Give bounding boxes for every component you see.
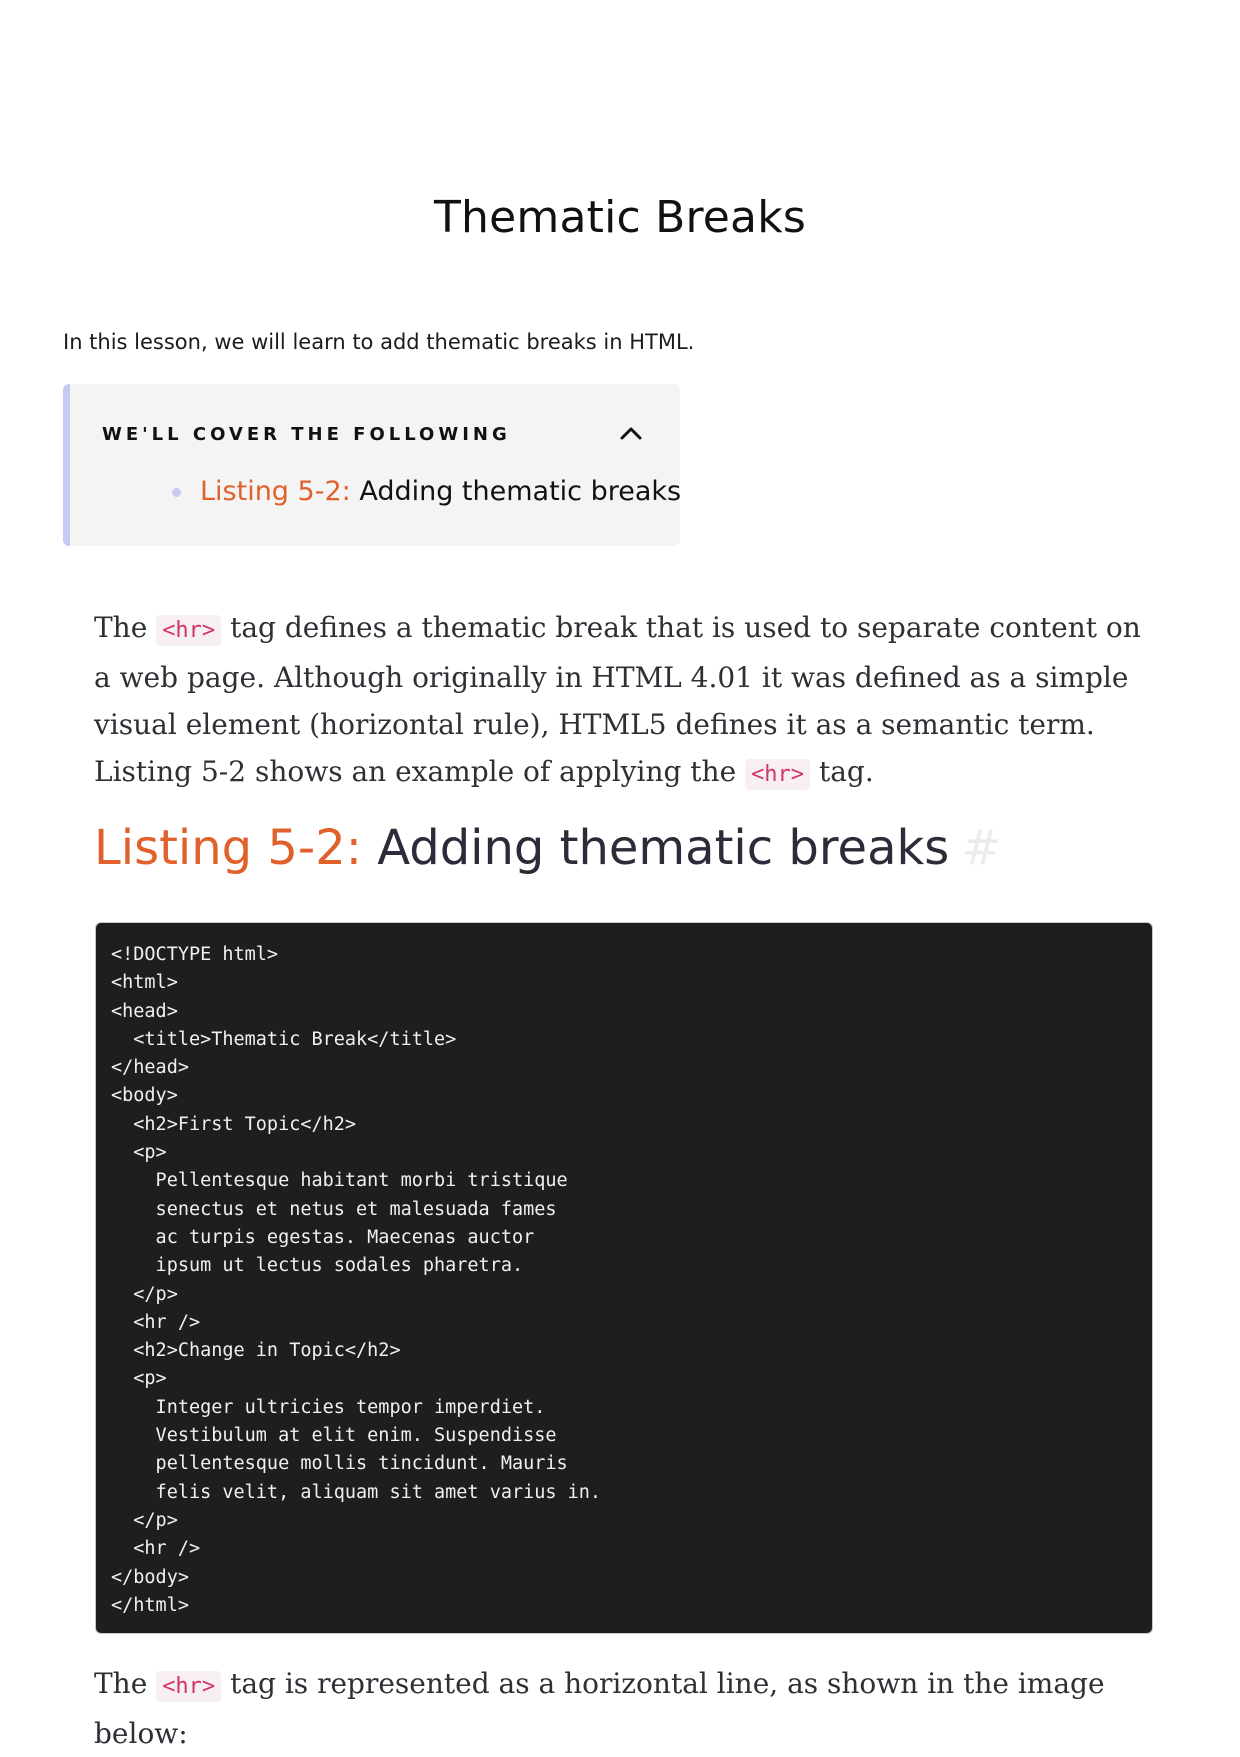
inline-code-hr: <hr> xyxy=(156,1671,221,1702)
listing-number: Listing 5-2: xyxy=(94,820,362,876)
inline-code-hr: <hr> xyxy=(745,759,810,790)
toc-heading: WE'LL COVER THE FOLLOWING xyxy=(102,424,511,445)
code-content: <!DOCTYPE html> <html> <head> <title>Thematic Break</title> </head> <body> <h2>First Topic</h2> <p> Pellentesque habitant morbi tristique senectus et netus et malesuada fames ac turpis egestas. Maecenas auctor ipsum ut lectus sodales pharetra. </p> <hr /> <h2>Change in Topic</h2> <p> Integer ultricies tempor imperdiet. Vestibulum at elit enim. Suspendisse pellentesque mollis tincidunt. Mauris felis velit, aliquam sit amet varius in. </p> <hr /> </body> </html> xyxy=(111,944,602,1616)
chevron-up-icon[interactable] xyxy=(618,420,644,446)
text-run: tag defines a thematic break that is used to separate content on a web page. Although originally in HTML 4.01 it was defined as a simple visual element (horizontal rule), HTML5 defines it as a semantic term. Listing 5-2 shows an example of applying the xyxy=(94,611,1141,788)
intro-paragraph xyxy=(94,604,1154,798)
listing-title: Adding thematic breaks xyxy=(361,820,950,876)
lesson-intro: In this lesson, we will learn to add thematic breaks in HTML. xyxy=(63,330,695,354)
toc-item-number: Listing 5-2: xyxy=(200,476,351,507)
toc-item-listing-5-2[interactable] xyxy=(170,476,681,507)
closing-paragraph xyxy=(94,1660,1154,1757)
listing-heading xyxy=(94,820,1002,876)
text-run: The xyxy=(94,1667,157,1700)
anchor-link[interactable]: # xyxy=(961,820,1002,876)
page-title: Thematic Breaks xyxy=(433,192,807,243)
text-run: The xyxy=(94,611,157,644)
text-run: tag is represented as a horizontal line, as shown in the image below: xyxy=(94,1667,1105,1750)
toc-panel xyxy=(63,384,680,546)
text-run: tag. xyxy=(810,755,874,788)
inline-code-hr: <hr> xyxy=(156,615,221,646)
code-block xyxy=(95,922,1153,1634)
toc-item-text: Adding thematic breaks xyxy=(350,476,682,507)
